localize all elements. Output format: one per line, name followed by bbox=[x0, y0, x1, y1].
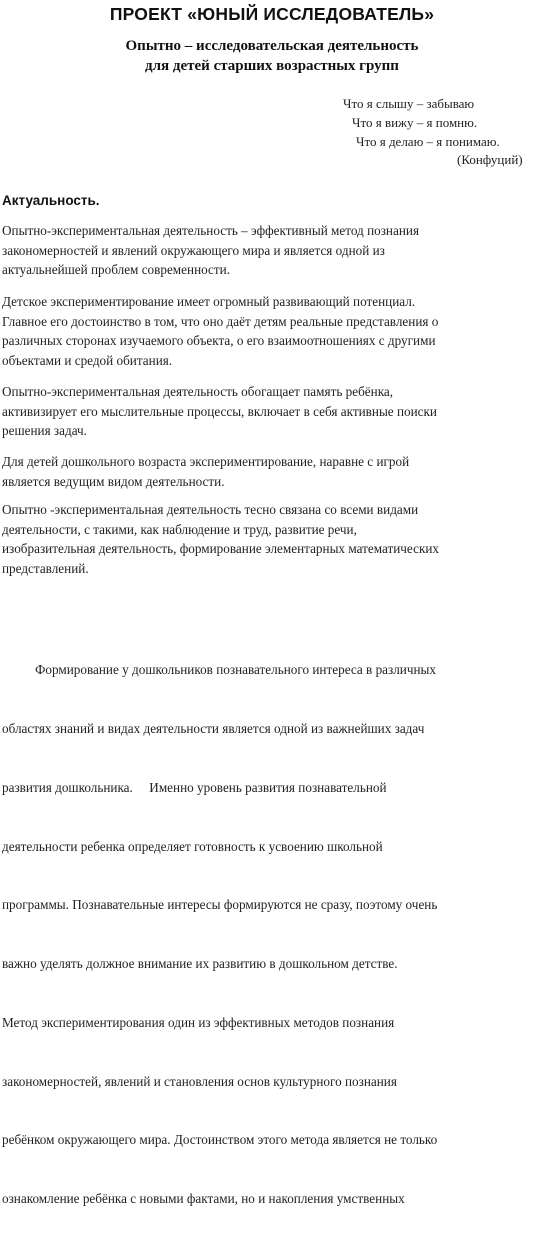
paragraph-line: представлений. bbox=[2, 560, 89, 576]
epigraph-author: (Конфуций) bbox=[457, 152, 523, 167]
paragraph-line: ребёнком окружающего мира. Достоинством этого метода является не только bbox=[2, 1132, 438, 1148]
paragraph-line: программы. Познавательные интересы формируются не сразу, поэтому очень bbox=[2, 897, 438, 913]
paragraph bbox=[2, 621, 540, 1248]
paragraph-line: важно уделять должное внимание их развитию в дошкольном детстве. bbox=[2, 956, 398, 972]
paragraph-line: активизирует его мыслительные процессы, включает в себя активные поиски bbox=[2, 403, 437, 419]
paragraph-line: Метод экспериментирования один из эффективных методов познания bbox=[2, 1014, 395, 1030]
paragraph-line: является ведущим видом деятельности. bbox=[2, 473, 225, 489]
paragraph-line: областях знаний и видах деятельности является одной из важнейших задач bbox=[2, 720, 425, 736]
paragraph-line: Формирование у дошкольников познавательного интереса в различных bbox=[2, 662, 437, 678]
paragraph-line: Детское экспериментирование имеет огромный развивающий потенциал. bbox=[2, 294, 416, 309]
paragraph-line: актуальнейшей проблем современности. bbox=[2, 262, 231, 278]
paragraph-line: деятельности ребенка определяет готовность к усвоению школьной bbox=[2, 838, 383, 854]
paragraph bbox=[2, 292, 540, 370]
subtitle-line: Опытно – исследовательская деятельность bbox=[125, 38, 419, 54]
paragraph-line: развития дошкольника. Именно уровень развития познавательной bbox=[2, 779, 387, 795]
paragraph-line: закономерностей и явлений окружающего мира и является одной из bbox=[2, 242, 385, 258]
epigraph-line: Что я делаю – я понимаю. bbox=[356, 134, 500, 149]
epigraph-line: Что я вижу – я помню. bbox=[352, 115, 478, 130]
paragraph-line: объектами и средой обитания. bbox=[2, 352, 173, 368]
paragraph-line: Опытно-экспериментальная деятельность обогащает память ребёнка, bbox=[2, 384, 394, 399]
paragraph-line: деятельности, с такими, как наблюдение и труд, развитие речи, bbox=[2, 521, 357, 537]
document-title: ПРОЕКТ «ЮНЫЙ ИССЛЕДОВАТЕЛЬ» bbox=[109, 4, 435, 24]
paragraph bbox=[2, 500, 540, 578]
paragraph-line: изобразительная деятельность, формирование элементарных математических bbox=[2, 541, 440, 557]
paragraph bbox=[2, 221, 540, 280]
epigraph-line: Что я слышу – забываю bbox=[343, 96, 475, 111]
paragraph-line: Опытно-экспериментальная деятельность – эффективный метод познания bbox=[2, 223, 420, 238]
paragraph-line: решения задач. bbox=[2, 423, 87, 439]
paragraph-line: Главное его достоинство в том, что оно даёт детям реальные представления о bbox=[2, 313, 439, 329]
paragraph-line: закономерностей, явлений и становления основ культурного познания bbox=[2, 1073, 397, 1089]
paragraph bbox=[2, 452, 540, 491]
paragraph bbox=[2, 382, 540, 441]
paragraph-line: различных сторонах изучаемого объекта, о его взаимоотношениях с другими bbox=[2, 333, 436, 349]
paragraph-line: Для детей дошкольного возраста экспериментирование, наравне с игрой bbox=[2, 454, 410, 469]
paragraph-line: Опытно -экспериментальная деятельность тесно связана со всеми видами bbox=[2, 502, 419, 517]
paragraph-line: ознакомление ребёнка с новыми фактами, но и накопления умственных bbox=[2, 1191, 405, 1207]
subtitle-line: для детей старших возрастных групп bbox=[145, 58, 399, 74]
section-heading: Актуальность. bbox=[2, 193, 100, 208]
